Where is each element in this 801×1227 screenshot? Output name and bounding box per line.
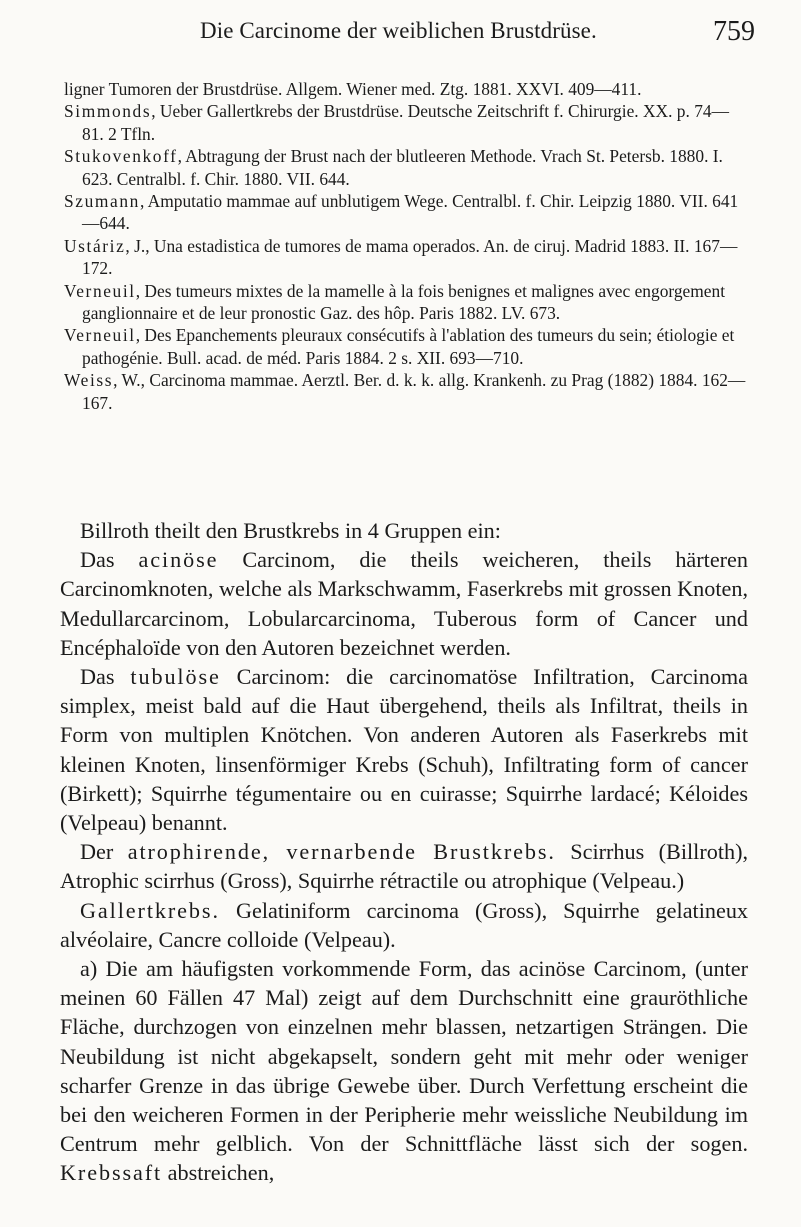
paragraph-text: Gelatiniform carcinoma (Gross), Squirrhe gelatineux alvéolaire, Cancre colloide (Velpeau). (60, 897, 749, 952)
paragraph-intro (60, 516, 748, 545)
reference-entry (64, 100, 746, 145)
reference-author: Weiss (64, 370, 114, 391)
paragraph-text: Das (80, 664, 115, 690)
paragraph-acinous (60, 545, 748, 662)
reference-text: , Ueber Gallertkrebs der Brustdrüse. Deutsche Zeitschrift f. Chirurgie. XX. p. 74—81. 2 Tfln. (82, 101, 729, 144)
reference-author: Verneuil (64, 325, 136, 346)
spaced-term: tubulöse (130, 664, 221, 690)
reference-text: , Des Epanchements pleuraux consécutifs à l'ablation des tumeurs du sein; étiologie et pathogénie. Bull. acad. de méd. Paris 1884. 2 s. XII. 693—710. (82, 325, 735, 368)
reference-text: , Abtragung der Brust nach der blutleeren Methode. Vrach St. Petersb. 1880. I. 623. Centralbl. f. Chir. 1880. VII. 644. (82, 146, 723, 189)
reference-text: , Des tumeurs mixtes de la mamelle à la fois benignes et malignes avec engorgement ganglionnaire et de leur pronostic Gaz. des hôp. Paris 1882. LV. 673. (82, 280, 726, 324)
paragraph-text: abstreichen, (167, 1160, 275, 1186)
reference-entry (64, 190, 746, 235)
spaced-term: atrophirende, vernarbende Brustkrebs. (127, 839, 556, 865)
reference-entry (64, 145, 746, 190)
reference-entry (64, 280, 746, 325)
running-header (0, 14, 801, 54)
reference-text: , Amputatio mammae auf unblutigem Wege. Centralbl. f. Chir. Leipzig 1880. VII. 641—644. (82, 191, 739, 234)
paragraph-text: Carcinom, die theils weicheren, theils härteren Carcinomknoten, welche als Markschwamm, Faserkrebs mit grossen Knoten, Medullarcarcinom, Lobularcarcinoma, Tuberous form of Cancer und Encéphaloïde von den Autoren bezeichnet werden. (60, 547, 748, 660)
reference-author: Szumann (64, 191, 140, 212)
reference-entry (64, 78, 746, 100)
reference-author: Simmonds (64, 101, 152, 122)
page-number: 759 (713, 16, 755, 47)
spaced-term: Gallertkrebs. (80, 897, 220, 923)
reference-entry (64, 235, 746, 280)
spaced-term: acinöse (138, 547, 219, 573)
paragraph-tubular (60, 662, 748, 837)
running-title: Die Carcinome der weiblichen Brustdrüse. (200, 18, 597, 43)
reference-text: ligner Tumoren der Brustdrüse. Allgem. Wiener med. Ztg. 1881. XXVI. 409—411. (64, 79, 642, 99)
paragraph-a (60, 954, 748, 1188)
paragraph-text: a) Die am häufigsten vorkommende Form, das acinöse Carcinom, (unter meinen 60 Fällen 47 Mal) zeigt auf dem Durchschnitt eine grauröthliche Fläche, durchzogen von einzelnen mehr blassen, netzartigen Strängen. Die Neubildung ist nicht abgekapselt, sondern geht mit mehr oder weniger scharfer Grenze in das übrige Gewebe über. Durch Verfettung erscheint die bei den weicheren Formen in der Peripherie mehr weissliche Neubildung im Centrum mehr gelblich. Von der Schnittfläche lässt sich der sogen. (60, 956, 748, 1157)
reference-text: , W., Carcinoma mammae. Aerztl. Ber. d. k. k. allg. Krankenh. zu Prag (1882) 1884. 162—167. (82, 370, 746, 413)
reference-text: , J., Una estadistica de tumores de mama operados. An. de ciruj. Madrid 1883. II. 167—172. (82, 235, 738, 279)
body-text (60, 516, 748, 1188)
reference-author: Ustáriz (64, 235, 126, 256)
paragraph-text: Scirrhus (Billroth), Atrophic scirrhus (Gross), Squirrhe rétractile ou atrophique (Velpeau.) (60, 839, 749, 894)
reference-entry (64, 369, 746, 414)
reference-author: Stukovenkoff (64, 146, 178, 167)
paragraph-colloid (60, 896, 748, 954)
reference-author: Verneuil (64, 280, 136, 301)
reference-list (64, 78, 746, 414)
reference-entry (64, 324, 746, 369)
paragraph-atrophic (60, 837, 748, 895)
paragraph-text: Carcinom: die carcinomatöse Infiltration, Carcinoma simplex, meist bald auf die Haut übergehend, theils als Infiltrat, theils in Form von multiplen Knötchen. Von anderen Autoren als Faserkrebs mit kleinen Knoten, linsenförmiger Krebs (Schuh), Infiltrating form of cancer (Birkett); Squirrhe tégumentaire ou en cuirasse; Squirrhe lardacé; Kéloides (Velpeau) benannt. (60, 664, 749, 836)
paragraph-text: Das (80, 547, 115, 573)
spaced-term: Krebssaft (60, 1160, 163, 1186)
paragraph-text: Billroth theilt den Brustkrebs in 4 Gruppen ein: (80, 518, 501, 543)
paragraph-text: Der (80, 839, 114, 865)
